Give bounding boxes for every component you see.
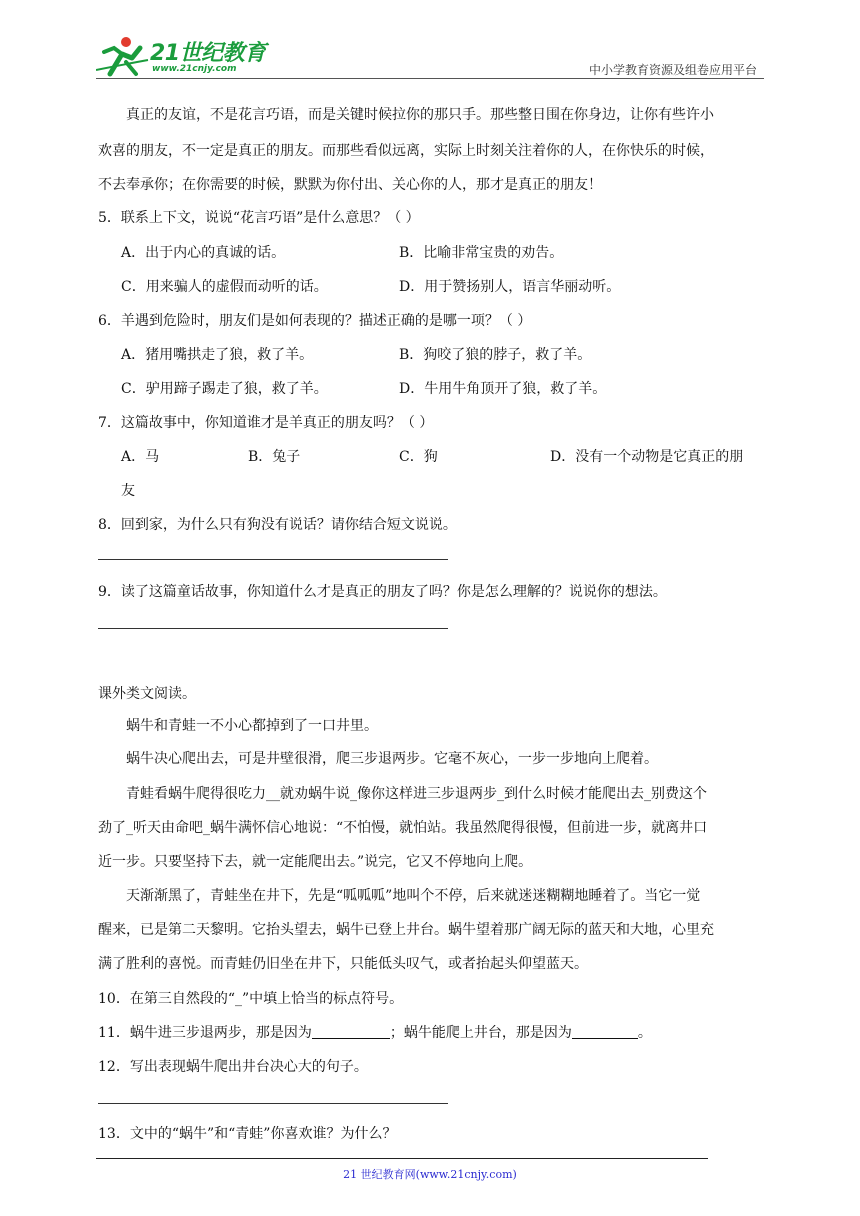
section2-title: 课外类文阅读。 [98,686,196,702]
q9-answer-line[interactable] [98,628,448,629]
section2-paragraph-3-line-1: 青蛙看蜗牛爬得很吃力__就劝蜗牛说_像你这样进三步退两步_到什么时候才能爬出去_别费这个 [126,786,707,802]
question-11 [98,1022,652,1042]
passage1-line-3: 不去奉承你；在你需要的时候，默默为你付出、关心你的人，那才是真正的朋友！ [98,177,602,193]
q5-option-d[interactable]: D．用于赞扬别人，语言华丽动听。 [399,279,621,295]
logo-url: www.21cnjy.com [152,64,237,74]
q6-option-c[interactable]: C．驴用蹄子踢走了狼，救了羊。 [121,381,328,397]
section2-paragraph-3-line-3: 近一步。只要坚持下去，就一定能爬出去。”说完，它又不停地向上爬。 [98,854,533,870]
logo-title: 21世纪教育 [150,41,266,66]
question-9: 9．读了这篇童话故事，你知道什么才是真正的朋友了吗？你是怎么理解的？说说你的想法。 [98,584,667,600]
q11-blank-1[interactable] [312,1024,390,1039]
q7-option-c[interactable]: C．狗 [399,449,438,465]
q11-part-2: ；蜗牛能爬上井台，那是因为 [389,1025,572,1041]
q7-option-b[interactable]: B．兔子 [248,449,301,465]
q8-answer-line[interactable] [98,559,448,560]
q11-blank-2[interactable] [572,1024,638,1039]
q11-part-1: 11．蜗牛进三步退两步，那是因为 [98,1025,312,1041]
footer-divider [96,1158,708,1159]
q7-option-d-continued: 友 [121,483,135,499]
q7-option-a[interactable]: A．马 [121,449,160,465]
q7-option-d[interactable]: D．没有一个动物是它真正的朋 [550,449,744,465]
section2-paragraph-1: 蜗牛和青蛙一不小心都掉到了一口井里。 [126,718,378,734]
question-7: 7．这篇故事中，你知道谁才是羊真正的朋友吗？（ ） [98,415,434,431]
q6-option-a[interactable]: A．猪用嘴拱走了狼，救了羊。 [121,347,314,363]
question-5: 5．联系上下文，说说“花言巧语”是什么意思？（ ） [98,210,420,226]
question-13: 13．文中的“蜗牛”和“青蛙”你喜欢谁？为什么？ [98,1126,397,1142]
section2-paragraph-4-line-1: 天渐渐黑了，青蛙坐在井下，先是“呱呱呱”地叫个不停，后来就迷迷糊糊地睡着了。当它一觉 [126,888,701,904]
header-divider [96,78,764,79]
passage1-line-2: 欢喜的朋友，不一定是真正的朋友。而那些看似远离，实际上时刻关注着你的人，在你快乐的时候， [98,143,714,159]
platform-name: 中小学教育资源及组卷应用平台 [588,63,757,77]
section2-paragraph-3-line-2: 劲了_听天由命吧_蜗牛满怀信心地说：“不怕慢，就怕站。我虽然爬得很慢，但前进一步，就离井口 [98,820,708,836]
q5-option-a[interactable]: A．出于内心的真诚的话。 [121,245,286,261]
q11-part-3: 。 [637,1025,652,1041]
q6-option-b[interactable]: B．狗咬了狼的脖子，救了羊。 [399,347,592,363]
section2-paragraph-4-line-3: 满了胜利的喜悦。而青蛙仍旧坐在井下，只能低头叹气，或者抬起头仰望蓝天。 [98,956,588,972]
question-12: 12．写出表现蜗牛爬出井台决心大的句子。 [98,1059,368,1075]
passage1-line-1: 真正的友谊，不是花言巧语，而是关键时候拉你的那只手。那些整日围在你身边，让你有些许小 [126,107,714,123]
q5-option-b[interactable]: B．比喻非常宝贵的劝告。 [399,245,564,261]
question-6: 6．羊遇到危险时，朋友们是如何表现的？描述正确的是哪一项？（ ） [98,313,532,329]
section2-paragraph-2: 蜗牛决心爬出去，可是井壁很滑，爬三步退两步。它毫不灰心，一步一步地向上爬着。 [126,751,658,767]
question-8: 8．回到家，为什么只有狗没有说话？请你结合短文说说。 [98,517,457,533]
q6-option-d[interactable]: D．牛用牛角顶开了狼，救了羊。 [399,381,607,397]
section2-paragraph-4-line-2: 醒来，已是第二天黎明。它抬头望去，蜗牛已登上井台。蜗牛望着那广阔无际的蓝天和大地，心里充 [98,922,714,938]
q5-option-c[interactable]: C．用来骗人的虚假而动听的话。 [121,279,328,295]
q12-answer-line[interactable] [98,1103,448,1104]
question-10: 10．在第三自然段的“_”中填上恰当的标点符号。 [98,991,404,1007]
page-header [0,0,860,80]
footer-text: 21 世纪教育网(www.21cnjy.com) [343,1168,517,1181]
